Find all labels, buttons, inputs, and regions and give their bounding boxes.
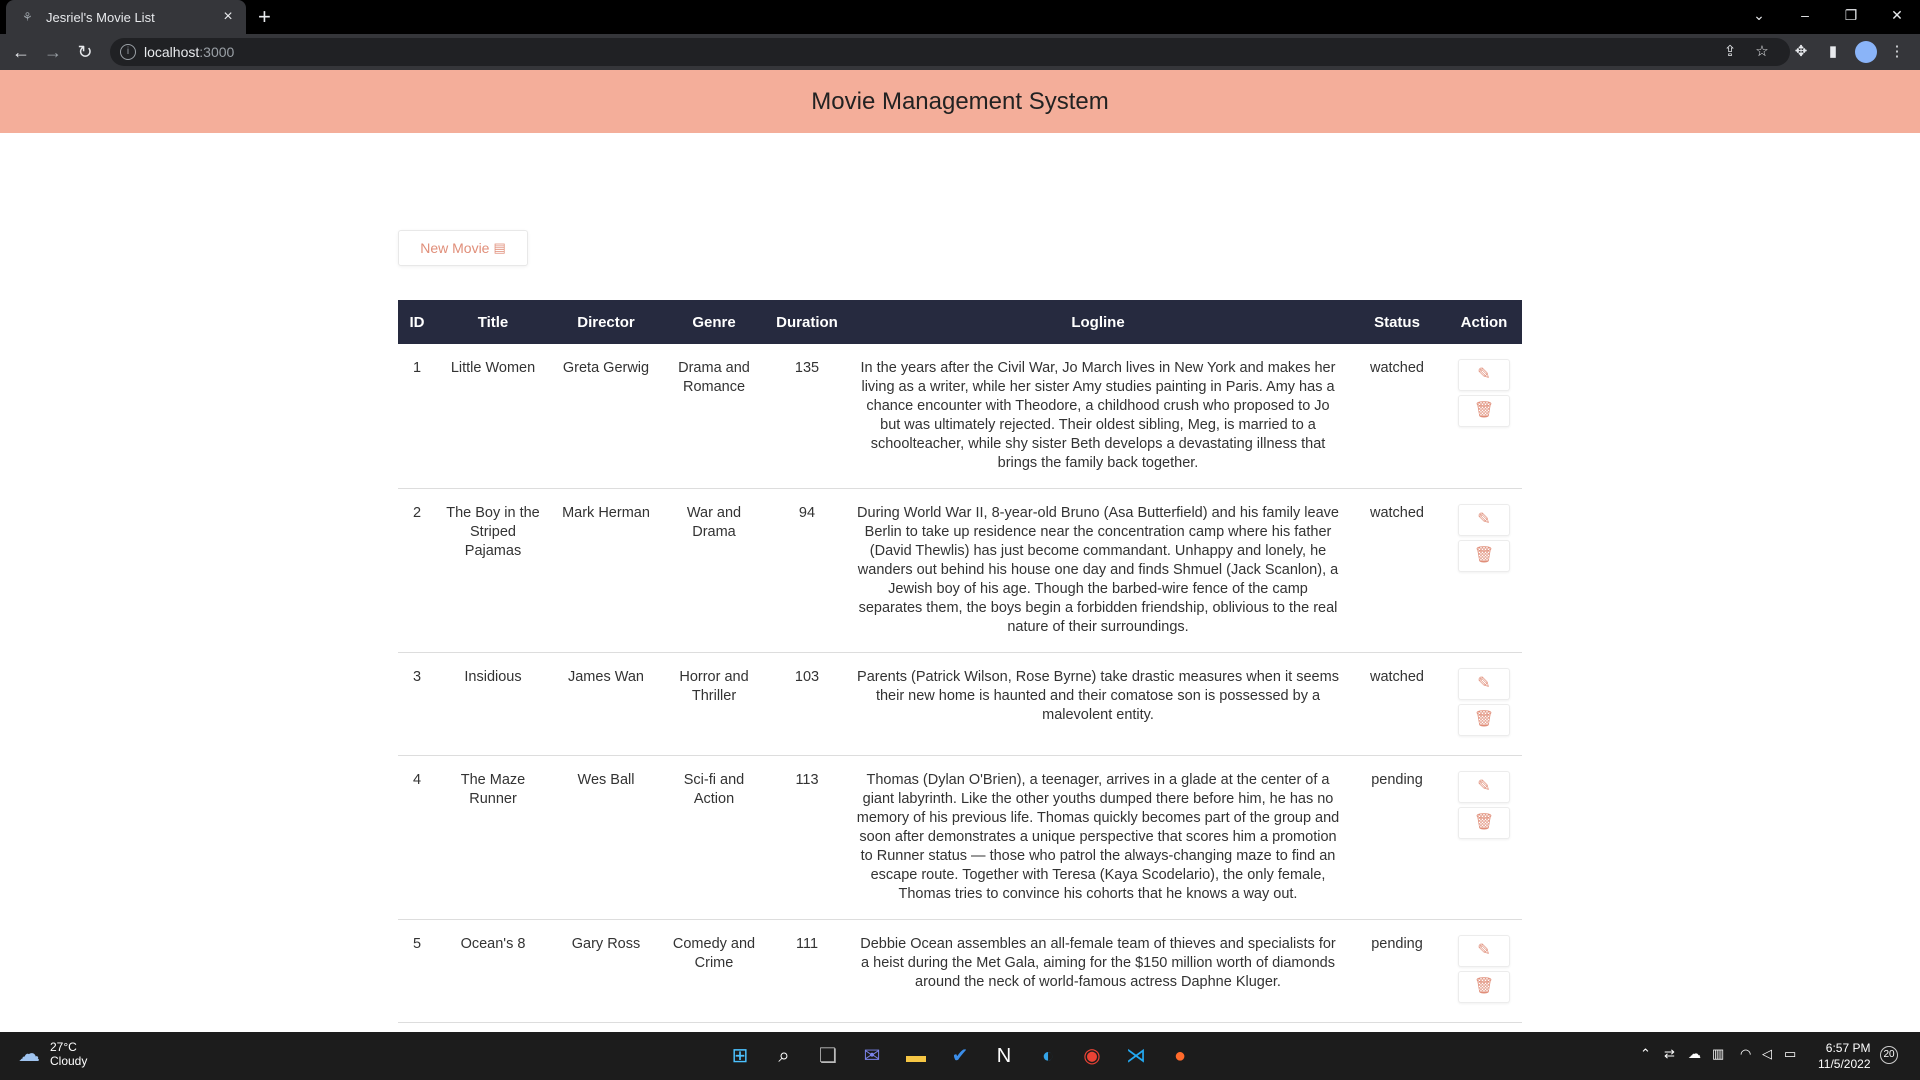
cell-director: Gary Ross [550, 920, 662, 1023]
network-sync-icon[interactable]: ⇄ [1664, 1046, 1675, 1061]
postman-icon[interactable]: ● [1173, 1045, 1187, 1067]
clock-date: 11/5/2022 [1818, 1057, 1871, 1071]
table-row [398, 489, 1522, 653]
cell-genre: Drama and Romance [662, 344, 766, 489]
delete-button[interactable] [1458, 704, 1510, 736]
cell-logline [848, 1023, 1348, 1032]
table-row [398, 344, 1522, 489]
cell-actions [1446, 756, 1522, 920]
share-icon[interactable]: ⇪ [1723, 43, 1737, 60]
delete-button[interactable] [1458, 971, 1510, 1003]
movies-table-container [398, 300, 1522, 1031]
film-icon: ▤ [493, 240, 506, 255]
header-title: Title [436, 300, 550, 344]
edit-button[interactable] [1458, 935, 1510, 967]
weather-condition: Cloudy [50, 1054, 88, 1068]
table-row [398, 756, 1522, 920]
cell-status: watched [1348, 653, 1446, 756]
todo-icon[interactable]: ✔ [951, 1045, 969, 1067]
url-host: localhost [144, 44, 200, 60]
cell-title: Little Women [436, 344, 550, 489]
edit-button[interactable] [1458, 504, 1510, 536]
system-clock[interactable] [1818, 1040, 1871, 1072]
cell-title [436, 1023, 550, 1032]
pencil-icon: ✎ [1477, 778, 1491, 795]
notion-icon[interactable]: N [996, 1045, 1012, 1067]
battery-icon[interactable]: ▭ [1784, 1046, 1797, 1061]
file-explorer-icon[interactable]: ▬ [906, 1045, 926, 1067]
cell-director: Wes Ball [550, 756, 662, 920]
start-icon[interactable]: ⊞ [731, 1045, 749, 1067]
cell-director: Greta Gerwig [550, 344, 662, 489]
cell-id: 1 [398, 344, 436, 489]
chevron-up-icon[interactable]: ⌃ [1640, 1046, 1651, 1061]
cell-genre: Sci-fi and Action [662, 756, 766, 920]
meter-icon[interactable]: ▥ [1712, 1046, 1725, 1061]
cell-director [550, 1023, 662, 1032]
cell-logline: Parents (Patrick Wilson, Rose Byrne) take drastic measures when it seems their new home is haunted and their comatose son is possessed by a malevolent entity. [848, 653, 1348, 756]
table-row [398, 920, 1522, 1023]
browser-toolbar [0, 34, 1920, 70]
cell-duration: 94 [766, 489, 848, 653]
chrome-icon[interactable]: ◉ [1083, 1045, 1101, 1067]
cell-title: Insidious [436, 653, 550, 756]
page-title: Movie Management System [811, 87, 1109, 115]
cell-director: James Wan [550, 653, 662, 756]
cell-title: The Boy in the Striped Pajamas [436, 489, 550, 653]
cell-id [398, 1023, 436, 1032]
cell-id: 2 [398, 489, 436, 653]
cell-id: 5 [398, 920, 436, 1023]
cell-actions [1446, 920, 1522, 1023]
new-tab-button[interactable]: + [258, 4, 271, 29]
restore-button[interactable]: ❐ [1844, 6, 1858, 23]
tab-title: Jesriel's Movie List [46, 9, 155, 25]
bookmark-star-icon[interactable]: ☆ [1755, 43, 1769, 60]
cell-title: Ocean's 8 [436, 920, 550, 1023]
table-header [398, 300, 1522, 344]
cell-status: watched [1348, 489, 1446, 653]
cell-director: Mark Herman [550, 489, 662, 653]
vscode-icon[interactable]: ⋊ [1126, 1045, 1146, 1067]
site-info-icon[interactable]: i [120, 44, 136, 60]
pencil-icon: ✎ [1477, 675, 1491, 692]
minimize-button[interactable]: – [1801, 7, 1809, 23]
cell-genre: War and Drama [662, 489, 766, 653]
cell-actions [1446, 1023, 1522, 1032]
table-row [398, 653, 1522, 756]
chat-icon[interactable]: ✉ [863, 1045, 881, 1067]
side-panel-icon[interactable]: ▮ [1828, 43, 1838, 60]
clock-time: 6:57 PM [1825, 1041, 1871, 1055]
table-row [398, 1023, 1522, 1032]
app-header [0, 70, 1920, 133]
cell-actions [1446, 344, 1522, 489]
reload-icon[interactable]: ↻ [77, 42, 93, 62]
cloud-icon: ☁ [18, 1041, 40, 1066]
cell-title: The Maze Runner [436, 756, 550, 920]
weather-widget[interactable] [18, 1040, 87, 1068]
favicon-icon: ⚘ [22, 10, 33, 24]
trash-icon: 🗑 [1473, 402, 1495, 419]
movies-table [398, 300, 1522, 1031]
new-movie-label: New Movie [420, 240, 490, 256]
cell-actions [1446, 653, 1522, 756]
back-icon[interactable]: ← [12, 42, 30, 62]
trash-icon: 🗑 [1473, 978, 1495, 995]
notification-badge[interactable]: 20 [1880, 1046, 1898, 1064]
cell-status [1348, 1023, 1446, 1032]
cell-id: 3 [398, 653, 436, 756]
cell-genre: Comedy and Crime [662, 920, 766, 1023]
cell-duration: 135 [766, 344, 848, 489]
cell-logline: During World War II, 8-year-old Bruno (Asa Butterfield) and his family leave Berlin to take up residence near the concentration camp where his father (David Thewlis) has just become commandant. Unhappy and lonely, he wanders out behind his house one day and finds Shmuel (Jack Scanlon), a Jewish boy of his age. Though the barbed-wire fence of the camp separates them, the boys begin a forbidden friendship, oblivious to the real nature of their surroundings. [848, 489, 1348, 653]
wifi-icon[interactable]: ◠ [1740, 1046, 1752, 1061]
cell-id: 4 [398, 756, 436, 920]
temperature: 27°C [50, 1040, 77, 1054]
header-genre: Genre [662, 300, 766, 344]
tab-search-icon[interactable]: ⌄ [1753, 6, 1765, 23]
cell-logline: Debbie Ocean assembles an all-female team of thieves and specialists for a heist during the Met Gala, aiming for the $150 million worth of diamonds around the neck of world-famous actress Daphne Kluger. [848, 920, 1348, 1023]
pencil-icon: ✎ [1477, 366, 1491, 383]
url-port: :3000 [199, 44, 235, 60]
header-logline: Logline [848, 300, 1348, 344]
cell-genre: Horror and Thriller [662, 653, 766, 756]
volume-icon[interactable]: ◁ [1762, 1046, 1772, 1061]
cell-duration: 111 [766, 920, 848, 1023]
cell-duration [766, 1023, 848, 1032]
header-duration: Duration [766, 300, 848, 344]
cell-genre [662, 1023, 766, 1032]
cell-actions [1446, 489, 1522, 653]
delete-button[interactable] [1458, 540, 1510, 572]
trash-icon: 🗑 [1473, 711, 1495, 728]
cell-duration: 113 [766, 756, 848, 920]
cell-duration: 103 [766, 653, 848, 756]
browser-tab[interactable] [6, 0, 246, 34]
os-taskbar [0, 1032, 1920, 1080]
forward-icon[interactable]: → [44, 42, 62, 62]
tab-close-button[interactable]: × [223, 8, 233, 25]
extensions-icon[interactable]: ✥ [1794, 43, 1808, 60]
cell-status: pending [1348, 920, 1446, 1023]
trash-icon: 🗑 [1473, 547, 1495, 564]
delete-button[interactable] [1458, 807, 1510, 839]
menu-icon[interactable]: ⋮ [1889, 43, 1905, 60]
header-action: Action [1446, 300, 1522, 344]
onedrive-icon[interactable]: ☁ [1688, 1046, 1701, 1061]
profile-avatar[interactable] [1855, 41, 1877, 63]
search-icon[interactable]: ⌕ [778, 1045, 790, 1067]
edit-button[interactable] [1458, 668, 1510, 700]
delete-button[interactable] [1458, 395, 1510, 427]
new-movie-button[interactable] [398, 230, 528, 266]
cell-logline: In the years after the Civil War, Jo March lives in New York and makes her living as a writer, while her sister Amy studies painting in Paris. Amy has a chance encounter with Theodore, a childhood crush who proposed to Jo but was ultimately rejected. Their oldest sibling, Meg, is married to a schoolteacher, while shy sister Beth develops a devastating illness that brings the family back together. [848, 344, 1348, 489]
header-status: Status [1348, 300, 1446, 344]
pencil-icon: ✎ [1477, 511, 1491, 528]
trash-icon: 🗑 [1473, 814, 1495, 831]
address-bar[interactable] [110, 38, 1790, 66]
header-director: Director [550, 300, 662, 344]
cell-logline: Thomas (Dylan O'Brien), a teenager, arrives in a glade at the center of a giant labyrinth. Like the other youths dumped there before him, he has no memory of his previous life. Thomas quickly becomes part of the group and soon after demonstrates a unique perspective that scores him a promotion to Runner status — those who patrol the always-changing maze to find an escape route. Together with Teresa (Kaya Scodelario), the only female, Thomas tries to convince his cohorts that he knows a way out. [848, 756, 1348, 920]
edit-button[interactable] [1458, 359, 1510, 391]
cell-status: watched [1348, 344, 1446, 489]
window-close-button[interactable]: ✕ [1891, 6, 1903, 23]
cell-status: pending [1348, 756, 1446, 920]
edit-button[interactable] [1458, 771, 1510, 803]
pencil-icon: ✎ [1477, 942, 1491, 959]
task-view-icon[interactable]: ❏ [819, 1045, 837, 1067]
browser-tab-strip [0, 0, 1920, 34]
header-id: ID [398, 300, 436, 344]
edge-icon[interactable]: ◐ [1041, 1045, 1055, 1067]
